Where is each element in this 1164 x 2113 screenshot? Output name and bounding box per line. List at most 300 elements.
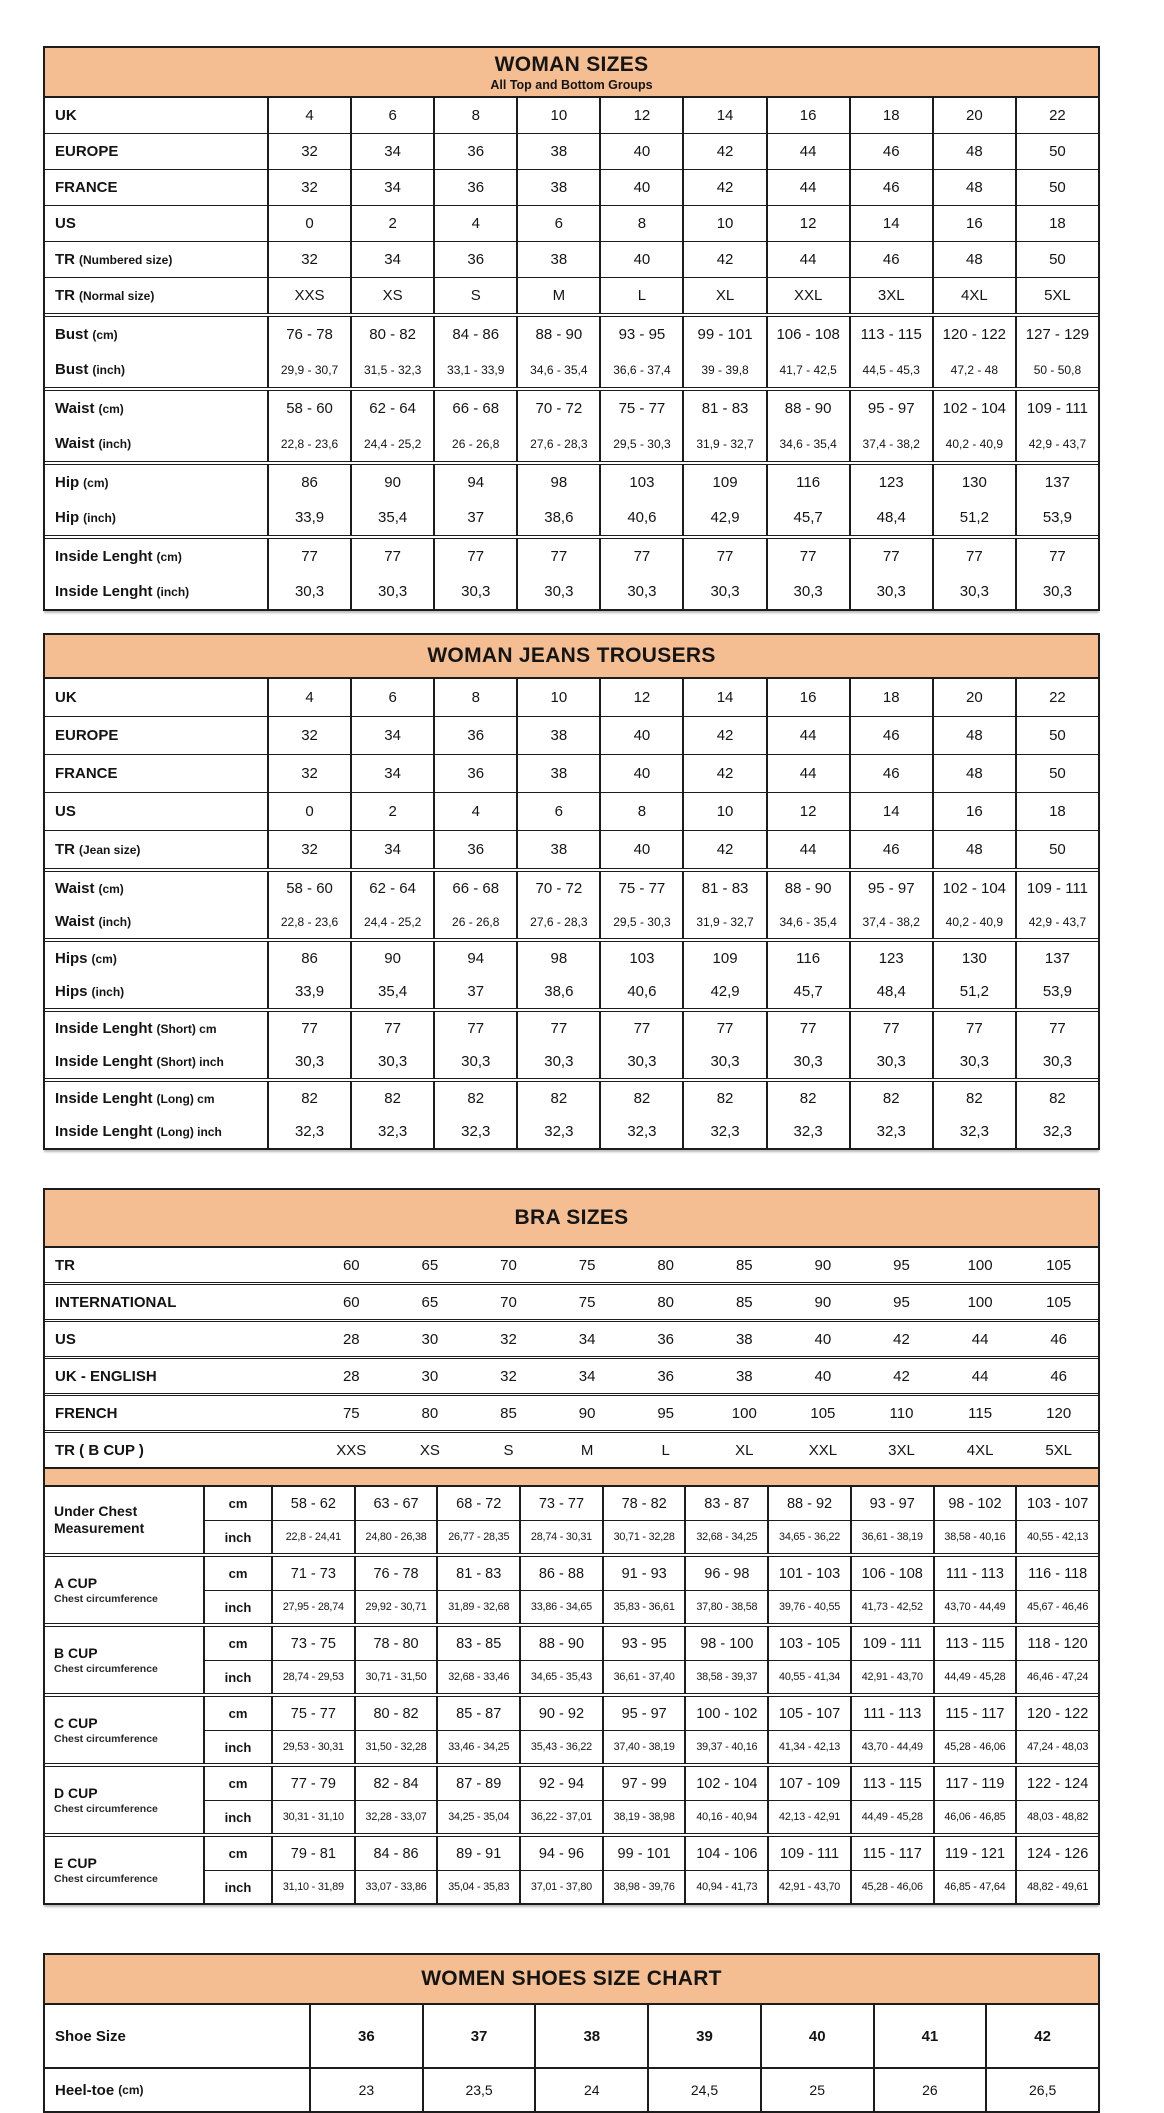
- value-cell: 83 - 87: [684, 1487, 767, 1520]
- value-cell: 40: [599, 134, 682, 169]
- value-cell: 44: [766, 717, 849, 754]
- row-label: [45, 942, 267, 975]
- value-cell: 40: [760, 2005, 873, 2067]
- value-cell: 66 - 68: [433, 872, 516, 905]
- value-cell: 36: [309, 2005, 422, 2067]
- table-row: [45, 1115, 1098, 1148]
- value-cell: 36: [433, 134, 516, 169]
- value-cell: 47,2 - 48: [932, 352, 1015, 387]
- value-cell: 23,5: [422, 2069, 535, 2111]
- value-cell: 8: [433, 679, 516, 716]
- value-cell: 24,80 - 26,38: [354, 1520, 437, 1553]
- value-cell: 65: [421, 1256, 439, 1274]
- value-cell: 40,2 - 40,9: [932, 426, 1015, 461]
- row-label-note: (Numbered size): [79, 252, 173, 267]
- value-cell: 32,3: [849, 1115, 932, 1148]
- row-label: [45, 391, 267, 426]
- value-cell: 12: [766, 793, 849, 830]
- value-cell: 24,4 - 25,2: [350, 426, 433, 461]
- value-cell: 77: [267, 539, 350, 574]
- value-cell: 42: [985, 2005, 1098, 2067]
- value-cell: 45,28 - 46,06: [850, 1870, 933, 1903]
- value-cell: 106 - 108: [850, 1557, 933, 1590]
- value-cell: 36,6 - 37,4: [599, 352, 682, 387]
- value-cell: 38,6: [516, 500, 599, 535]
- value-cell: 30,3: [350, 1045, 433, 1078]
- cup-label-text: Under Chest Measurement: [54, 1503, 145, 1536]
- value-cell: 35,83 - 36,61: [602, 1590, 685, 1623]
- value-cell: 30,3: [433, 1045, 516, 1078]
- value-cell: 32,3: [350, 1115, 433, 1148]
- value-cell: 30,71 - 31,50: [354, 1660, 437, 1693]
- value-cell: 4: [433, 793, 516, 830]
- value-cell: 42,91 - 43,70: [850, 1660, 933, 1693]
- value-cell: 113 - 115: [850, 1767, 933, 1800]
- value-cell: 14: [682, 679, 765, 716]
- value-cell: 137: [1015, 465, 1098, 500]
- value-cell: 44,49 - 45,28: [933, 1660, 1016, 1693]
- woman-jeans-header: [45, 635, 1098, 679]
- value-cell: 4XL: [966, 1441, 994, 1459]
- row-label: [45, 1322, 312, 1356]
- shoes-body: [45, 2005, 1098, 2111]
- value-cell: 77: [433, 1012, 516, 1045]
- unit-cell: inch: [203, 1730, 271, 1763]
- row-label-text: Hips: [55, 983, 88, 1000]
- row-label-note: (Jean size): [79, 842, 141, 857]
- value-cell: 58 - 60: [267, 872, 350, 905]
- value-cell: 88 - 90: [516, 317, 599, 352]
- row-label: [45, 134, 267, 169]
- value-cell: 32: [267, 242, 350, 277]
- value-cell: 123: [849, 465, 932, 500]
- value-cell: 34,25 - 35,04: [436, 1800, 519, 1833]
- value-cell: 81 - 83: [682, 391, 765, 426]
- value-cell: 73 - 77: [519, 1487, 602, 1520]
- value-cell: 98 - 100: [684, 1627, 767, 1660]
- value-cell: 82: [932, 1082, 1015, 1115]
- value-cell: 46: [849, 170, 932, 205]
- table-row: [45, 975, 1098, 1008]
- row-label-note: (cm): [156, 549, 182, 564]
- value-cell: 80 - 82: [350, 317, 433, 352]
- row-label-note: (cm): [98, 881, 124, 896]
- row-label-text: FRANCE: [55, 765, 118, 782]
- value-cell: 28,74 - 29,53: [271, 1660, 354, 1693]
- row-label: [45, 905, 267, 938]
- row-label: [45, 1248, 312, 1282]
- value-cell: 40: [599, 755, 682, 792]
- value-cell: 45,28 - 46,06: [933, 1730, 1016, 1763]
- value-cell: 42: [682, 717, 765, 754]
- value-cell: 95 - 97: [849, 391, 932, 426]
- value-cell: 38: [516, 831, 599, 868]
- table-row: [45, 1319, 1098, 1356]
- value-cell: 70: [500, 1293, 517, 1311]
- table-subtitle: All Top and Bottom Groups: [490, 78, 653, 92]
- value-cell: 22,8 - 23,6: [267, 426, 350, 461]
- value-cell: 28: [342, 1330, 360, 1348]
- value-cell: 38,98 - 39,76: [602, 1870, 685, 1903]
- row-label-text: US: [55, 215, 76, 232]
- value-cell: 106 - 108: [766, 317, 849, 352]
- woman-jeans-body: [45, 679, 1098, 1148]
- row-label-note: (cm): [118, 2083, 144, 2097]
- value-cell: 42,9 - 43,7: [1015, 426, 1098, 461]
- value-cell: 48: [932, 242, 1015, 277]
- value-cell: 30: [421, 1330, 439, 1348]
- value-cell: 5XL: [1015, 278, 1098, 313]
- value-cell: 50: [1015, 831, 1098, 868]
- row-label: [45, 539, 267, 574]
- value-cell: 95 - 97: [849, 872, 932, 905]
- value-cell: 42: [682, 170, 765, 205]
- value-cell: 37: [433, 975, 516, 1008]
- value-cell: 75 - 77: [599, 391, 682, 426]
- row-label: [45, 1359, 312, 1393]
- value-cell: 28,74 - 30,31: [519, 1520, 602, 1553]
- value-cell: 34: [578, 1330, 596, 1348]
- value-cell: 20: [932, 679, 1015, 716]
- unit-cell: inch: [203, 1660, 271, 1693]
- row-label: [45, 500, 267, 535]
- table-row: [45, 1248, 1098, 1282]
- row-label: [45, 1012, 267, 1045]
- value-cell: 32: [500, 1367, 517, 1385]
- cup-label: [45, 1697, 203, 1763]
- value-cell: XXS: [336, 1441, 367, 1459]
- value-cell: 42: [682, 134, 765, 169]
- value-cell: 75 - 77: [599, 872, 682, 905]
- value-cell: 70 - 72: [516, 872, 599, 905]
- value-cell: XXS: [267, 278, 350, 313]
- value-cell: 29,5 - 30,3: [599, 905, 682, 938]
- value-cell: 42,9: [682, 975, 765, 1008]
- table-row: [45, 679, 1098, 716]
- value-cell: 50: [1015, 717, 1098, 754]
- value-cell: 48: [932, 134, 1015, 169]
- value-cell: 42: [893, 1330, 910, 1348]
- value-cell: 117 - 119: [933, 1767, 1016, 1800]
- value-cell: 44: [971, 1367, 989, 1385]
- value-cell: 31,9 - 32,7: [682, 426, 765, 461]
- row-label: [45, 831, 267, 868]
- value-cell: 40,16 - 40,94: [684, 1800, 767, 1833]
- value-cell: 40,55 - 41,34: [767, 1660, 850, 1693]
- row-label-text: EUROPE: [55, 143, 119, 160]
- bra-measurement-group: [45, 1553, 1098, 1623]
- row-label: [45, 2005, 309, 2067]
- value-cell: 0: [267, 793, 350, 830]
- value-cell: 6: [350, 98, 433, 133]
- value-cell: 39 - 39,8: [682, 352, 765, 387]
- value-cell: 38,58 - 40,16: [933, 1520, 1016, 1553]
- value-cell: 96 - 98: [684, 1557, 767, 1590]
- value-cell: 130: [932, 942, 1015, 975]
- bra-sizes-body: [45, 1248, 1098, 1903]
- value-cell: 53,9: [1015, 500, 1098, 535]
- row-label-text: EUROPE: [55, 727, 119, 744]
- value-cell: 77: [350, 539, 433, 574]
- value-cell: 77: [599, 539, 682, 574]
- value-cell: 53,9: [1015, 975, 1098, 1008]
- table-row: [45, 905, 1098, 938]
- value-cell: 107 - 109: [767, 1767, 850, 1800]
- value-cell: 30,3: [849, 1045, 932, 1078]
- row-label: [45, 872, 267, 905]
- value-cell: 58 - 62: [271, 1487, 354, 1520]
- row-label-text: UK: [55, 689, 77, 706]
- value-cell: 48,4: [849, 975, 932, 1008]
- value-cell: 33,9: [267, 500, 350, 535]
- value-cell: 80: [657, 1293, 675, 1311]
- value-cell: 111 - 113: [933, 1557, 1016, 1590]
- value-cell: 44: [766, 831, 849, 868]
- row-label: [45, 574, 267, 609]
- value-cell: 40: [599, 242, 682, 277]
- value-cell: 32: [267, 717, 350, 754]
- value-cell: 109 - 111: [1015, 391, 1098, 426]
- row-label-text: Inside Lenght: [55, 1020, 153, 1037]
- value-cell: 78 - 82: [602, 1487, 685, 1520]
- table-title: WOMEN SHOES SIZE CHART: [421, 1967, 722, 1990]
- row-label: [45, 1045, 267, 1078]
- spacer-band: [45, 1467, 1098, 1487]
- value-cell: 47,24 - 48,03: [1015, 1730, 1098, 1763]
- value-cell: 48: [932, 755, 1015, 792]
- value-cell: 30,3: [516, 1045, 599, 1078]
- row-label-text: UK - ENGLISH: [55, 1367, 157, 1385]
- table-row: [45, 1045, 1098, 1078]
- value-cell: 42: [682, 831, 765, 868]
- table-row: [45, 1078, 1098, 1115]
- row-label-text: Inside Lenght: [55, 548, 153, 565]
- value-cell: 45,67 - 46,46: [1015, 1590, 1098, 1623]
- value-cell: 30: [421, 1367, 439, 1385]
- unit-cell: cm: [203, 1557, 271, 1590]
- value-cell: 48: [932, 717, 1015, 754]
- row-label-text: TR: [55, 841, 75, 858]
- value-cell: 44,49 - 45,28: [850, 1800, 933, 1833]
- value-cell: 88 - 92: [767, 1487, 850, 1520]
- row-label-note: (inch): [83, 510, 116, 525]
- value-cell: 77: [766, 1012, 849, 1045]
- value-cell: 31,9 - 32,7: [682, 905, 765, 938]
- value-cell: 82 - 84: [354, 1767, 437, 1800]
- value-cell: 105 - 107: [767, 1697, 850, 1730]
- value-cell: 100: [967, 1293, 993, 1311]
- value-cell: 40,6: [599, 975, 682, 1008]
- value-cell: 34,6 - 35,4: [766, 426, 849, 461]
- bra-sizes-header: [45, 1190, 1098, 1248]
- value-cell: 29,53 - 30,31: [271, 1730, 354, 1763]
- value-cell: 8: [433, 98, 516, 133]
- value-cell: 70 - 72: [516, 391, 599, 426]
- value-cell: 122 - 124: [1015, 1767, 1098, 1800]
- value-cell: 36,61 - 37,40: [602, 1660, 685, 1693]
- value-cell: 77: [849, 539, 932, 574]
- cup-label-text: B CUP: [54, 1645, 98, 1662]
- value-cell: 39,76 - 40,55: [767, 1590, 850, 1623]
- value-cell: 48,4: [849, 500, 932, 535]
- value-cell: 29,9 - 30,7: [267, 352, 350, 387]
- row-label: [45, 242, 267, 277]
- value-cell: 33,9: [267, 975, 350, 1008]
- table-row: [45, 313, 1098, 352]
- value-cell: 79 - 81: [271, 1837, 354, 1870]
- value-cell: 66 - 68: [433, 391, 516, 426]
- value-cell: 32: [267, 831, 350, 868]
- value-cell: 16: [932, 793, 1015, 830]
- row-label-note: (Long) cm: [156, 1091, 215, 1106]
- value-cell: 99 - 101: [602, 1837, 685, 1870]
- cup-label-text: A CUP: [54, 1575, 98, 1592]
- value-cell: 38,19 - 38,98: [602, 1800, 685, 1833]
- value-cell: 38: [735, 1330, 753, 1348]
- value-cell: 40,55 - 42,13: [1015, 1520, 1098, 1553]
- value-cell: 87 - 89: [436, 1767, 519, 1800]
- row-label-note: (cm): [83, 475, 109, 490]
- cup-label-sub: Chest circumference: [54, 1872, 158, 1885]
- value-cell: 46: [849, 755, 932, 792]
- value-cell: 40,2 - 40,9: [932, 905, 1015, 938]
- value-cell: 44: [971, 1330, 989, 1348]
- bra-measurement-group: [45, 1487, 1098, 1553]
- value-cell: 89 - 91: [436, 1837, 519, 1870]
- value-cell: 50: [1015, 170, 1098, 205]
- value-cell: 95: [657, 1404, 675, 1422]
- value-cell: 37: [433, 500, 516, 535]
- value-cell: 34,6 - 35,4: [766, 905, 849, 938]
- value-cell: 16: [766, 679, 849, 716]
- value-cell: 103 - 105: [767, 1627, 850, 1660]
- value-cell: 36: [657, 1367, 675, 1385]
- value-cell: 14: [682, 98, 765, 133]
- row-label: [45, 2069, 309, 2111]
- row-label: [45, 1082, 267, 1115]
- value-cell: 44,5 - 45,3: [849, 352, 932, 387]
- value-cell: 80: [421, 1404, 439, 1422]
- row-label-text: Inside Lenght: [55, 583, 153, 600]
- value-cell: 36: [433, 831, 516, 868]
- row-label-note: (inch): [98, 914, 132, 929]
- value-cell: 84 - 86: [354, 1837, 437, 1870]
- value-cell: 44: [766, 170, 849, 205]
- value-cell: 75: [578, 1293, 596, 1311]
- value-cell: 30,31 - 31,10: [271, 1800, 354, 1833]
- row-label-note: (cm): [98, 401, 124, 416]
- value-cell: 37,80 - 38,58: [684, 1590, 767, 1623]
- value-cell: 38: [516, 755, 599, 792]
- value-cell: 48,03 - 48,82: [1015, 1800, 1098, 1833]
- value-cell: 33,07 - 33,86: [354, 1870, 437, 1903]
- value-cell: 27,95 - 28,74: [271, 1590, 354, 1623]
- value-cell: 34: [350, 170, 433, 205]
- value-cell: 85 - 87: [436, 1697, 519, 1730]
- value-cell: 51,2: [932, 975, 1015, 1008]
- value-cell: 85: [500, 1404, 517, 1422]
- value-cell: 34,65 - 36,22: [767, 1520, 850, 1553]
- row-label-text: US: [55, 1330, 76, 1348]
- value-cell: 120: [1046, 1404, 1072, 1422]
- value-cell: 48: [932, 831, 1015, 868]
- value-cell: 42: [682, 755, 765, 792]
- row-label: [45, 1115, 267, 1148]
- value-cell: 104 - 106: [684, 1837, 767, 1870]
- table-title: WOMAN JEANS TROUSERS: [427, 644, 716, 667]
- table-row: [45, 461, 1098, 500]
- bra-measurement-group: [45, 1763, 1098, 1833]
- value-cell: 46: [849, 717, 932, 754]
- value-cell: 82: [766, 1082, 849, 1115]
- value-cell: 50: [1015, 242, 1098, 277]
- value-cell: 30,3: [267, 1045, 350, 1078]
- value-cell: 100: [731, 1404, 757, 1422]
- value-cell: 29,92 - 30,71: [354, 1590, 437, 1623]
- value-cell: 82: [1015, 1082, 1098, 1115]
- value-cell: 42,13 - 42,91: [767, 1800, 850, 1833]
- row-label: [45, 278, 267, 313]
- value-cell: 18: [1015, 206, 1098, 241]
- value-cell: 45,7: [766, 500, 849, 535]
- value-cell: 77: [849, 1012, 932, 1045]
- unit-cell: inch: [203, 1520, 271, 1553]
- value-cell: 45,7: [766, 975, 849, 1008]
- value-cell: 113 - 115: [933, 1627, 1016, 1660]
- table-row: [45, 1008, 1098, 1045]
- value-cell: 23: [309, 2069, 422, 2111]
- cup-label-sub: Chest circumference: [54, 1592, 158, 1605]
- value-cell: 33,86 - 34,65: [519, 1590, 602, 1623]
- value-cell: 46: [1050, 1367, 1068, 1385]
- table-row: [45, 169, 1098, 205]
- value-cell: 36: [433, 242, 516, 277]
- value-cell: 40: [814, 1330, 832, 1348]
- value-cell: 30,3: [267, 574, 350, 609]
- value-cell: 109: [682, 942, 765, 975]
- value-cell: 32,3: [433, 1115, 516, 1148]
- value-cell: 94: [433, 942, 516, 975]
- value-cell: 90: [814, 1293, 832, 1311]
- value-cell: 22: [1015, 98, 1098, 133]
- value-cell: XL: [735, 1441, 754, 1459]
- value-cell: 30,3: [932, 574, 1015, 609]
- value-cell: 16: [932, 206, 1015, 241]
- value-cell: 4: [267, 98, 350, 133]
- value-cell: 102 - 104: [932, 391, 1015, 426]
- value-cell: 32: [267, 170, 350, 205]
- value-cell: 30,3: [516, 574, 599, 609]
- value-cell: 86: [267, 942, 350, 975]
- value-cell: 77: [350, 1012, 433, 1045]
- table-row: [45, 938, 1098, 975]
- value-cell: 34: [350, 717, 433, 754]
- value-cell: 37: [422, 2005, 535, 2067]
- value-cell: 93 - 95: [599, 317, 682, 352]
- value-cell: 46,46 - 47,24: [1015, 1660, 1098, 1693]
- value-cell: 30,3: [849, 574, 932, 609]
- value-cell: 60: [342, 1256, 360, 1274]
- value-cell: 48,82 - 49,61: [1015, 1870, 1098, 1903]
- row-label-text: FRANCE: [55, 179, 118, 196]
- row-label-text: Bust: [55, 361, 89, 378]
- value-cell: 18: [849, 98, 932, 133]
- row-label: [45, 679, 267, 716]
- value-cell: 31,5 - 32,3: [350, 352, 433, 387]
- value-cell: 31,89 - 32,68: [436, 1590, 519, 1623]
- value-cell: 113 - 115: [849, 317, 932, 352]
- row-label: [45, 717, 267, 754]
